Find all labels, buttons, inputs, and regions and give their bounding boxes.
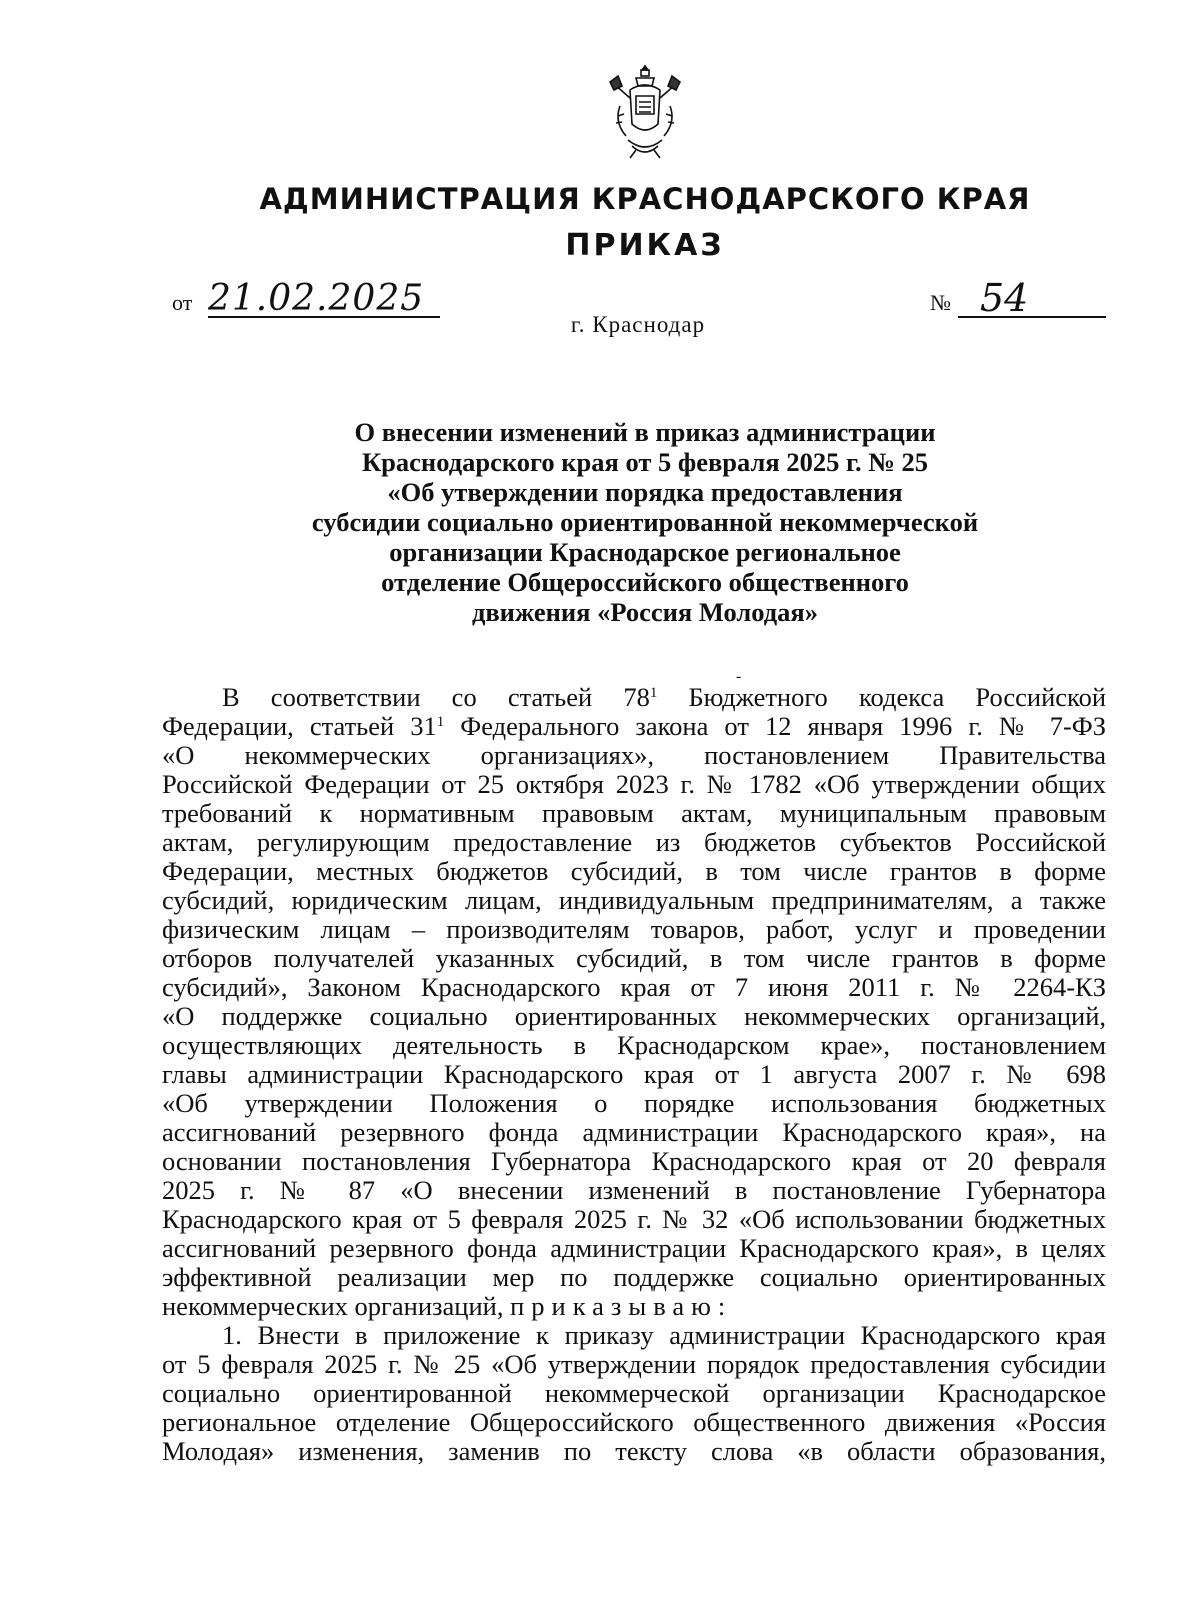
- body-line: социально ориентированной некоммерческой организации Краснодарское: [162, 1378, 1106, 1408]
- organization-title: АДМИНИСТРАЦИЯ КРАСНОДАРСКОГО КРАЯ: [259, 182, 1031, 216]
- body-line: физическим лицам – производителям товаров, работ, услуг и проведении: [162, 914, 1106, 944]
- dash-mark: -: [736, 668, 742, 685]
- body-line: региональное отделение Общероссийского общественного движения «Россия: [162, 1407, 1106, 1437]
- body-line: «О поддержке социально ориентированных некоммерческих организаций,: [162, 1001, 1106, 1031]
- body-line: Краснодарского края от 5 февраля 2025 г. № 32 «Об использовании бюджетных: [162, 1204, 1106, 1234]
- body-line: актам, регулирующим предоставление из бюджетов субъектов Российской: [162, 827, 1106, 857]
- body-line: 2025 г. № 87 «О внесении изменений в постановление Губернатора: [162, 1175, 1106, 1205]
- body-line: Федерации, статьей $31^1$ Федерального закона от 12 января 1996 г. № 7-ФЗ: [162, 711, 1106, 741]
- body-line: главы администрации Краснодарского края от 1 августа 2007 г. № 698: [162, 1059, 1106, 1089]
- document-type: ПРИКАЗ: [565, 228, 725, 263]
- body-line: осуществляющих деятельность в Краснодарском крае», постановлением: [162, 1030, 1106, 1060]
- body-line: ассигнований резервного фонда администрации Краснодарского края», на: [162, 1117, 1106, 1147]
- body-text: [162, 683, 1106, 1466]
- heading-line: «Об утверждении порядка предоставления: [387, 477, 903, 507]
- document-heading: [250, 417, 1040, 627]
- heading-line: субсидии социально ориентированной некоммерческой: [311, 507, 979, 537]
- body-line: отборов получателей указанных субсидий, в том числе грантов в форме: [162, 943, 1106, 973]
- heading-line: организации Краснодарское региональное: [389, 537, 901, 567]
- body-line: Молодая» изменения, заменив по тексту слова «в области образования,: [162, 1436, 1106, 1466]
- date-value: 21.02.2025: [208, 278, 425, 319]
- body-line: от 5 февраля 2025 г. № 25 «Об утверждении порядок предоставления субсидии: [162, 1349, 1106, 1379]
- coat-of-arms-emblem: [606, 62, 684, 162]
- heading-line: Краснодарского края от 5 февраля 2025 г. № 25: [361, 447, 929, 477]
- body-line: «Об утверждении Положения о порядке использования бюджетных: [162, 1088, 1106, 1118]
- heading-line: движения «Россия Молодая»: [471, 597, 819, 627]
- body-line: некоммерческих организаций, приказываю:: [162, 1291, 733, 1321]
- body-line: 1. Внести в приложение к приказу администрации Краснодарского края: [222, 1320, 1106, 1350]
- body-line: эффективной реализации мер по поддержке социально ориентированных: [162, 1262, 1106, 1292]
- date-prefix: от: [172, 290, 193, 315]
- order-word: приказываю:: [510, 1291, 733, 1321]
- body-line: субсидий», Законом Краснодарского края от 7 июня 2011 г. № 2264-КЗ: [162, 972, 1106, 1002]
- body-line: Федерации, местных бюджетов субсидий, в том числе грантов в форме: [162, 856, 1106, 886]
- city-name: г. Краснодар: [570, 312, 706, 337]
- body-line: ассигнований резервного фонда администрации Краснодарского края», в целях: [162, 1233, 1106, 1263]
- heading-line: отделение Общероссийского общественного: [381, 567, 909, 597]
- body-line: В соответствии со статьей $78^1$ Бюджетного кодекса Российской: [222, 682, 1107, 712]
- number-prefix: №: [930, 290, 951, 315]
- body-line: субсидий, юридическим лицам, индивидуальным предпринимателям, а также: [162, 885, 1106, 915]
- body-line: основании постановления Губернатора Краснодарского края от 20 февраля: [162, 1146, 1106, 1176]
- body-line: Российской Федерации от 25 октября 2023 г. № 1782 «Об утверждении общих: [162, 769, 1106, 799]
- body-line: «О некоммерческих организациях», постановлением Правительства: [162, 740, 1106, 770]
- number-value: 54: [980, 276, 1029, 320]
- heading-line: О внесении изменений в приказ администрации: [354, 417, 936, 447]
- body-line: требований к нормативным правовым актам, муниципальным правовым: [162, 798, 1106, 828]
